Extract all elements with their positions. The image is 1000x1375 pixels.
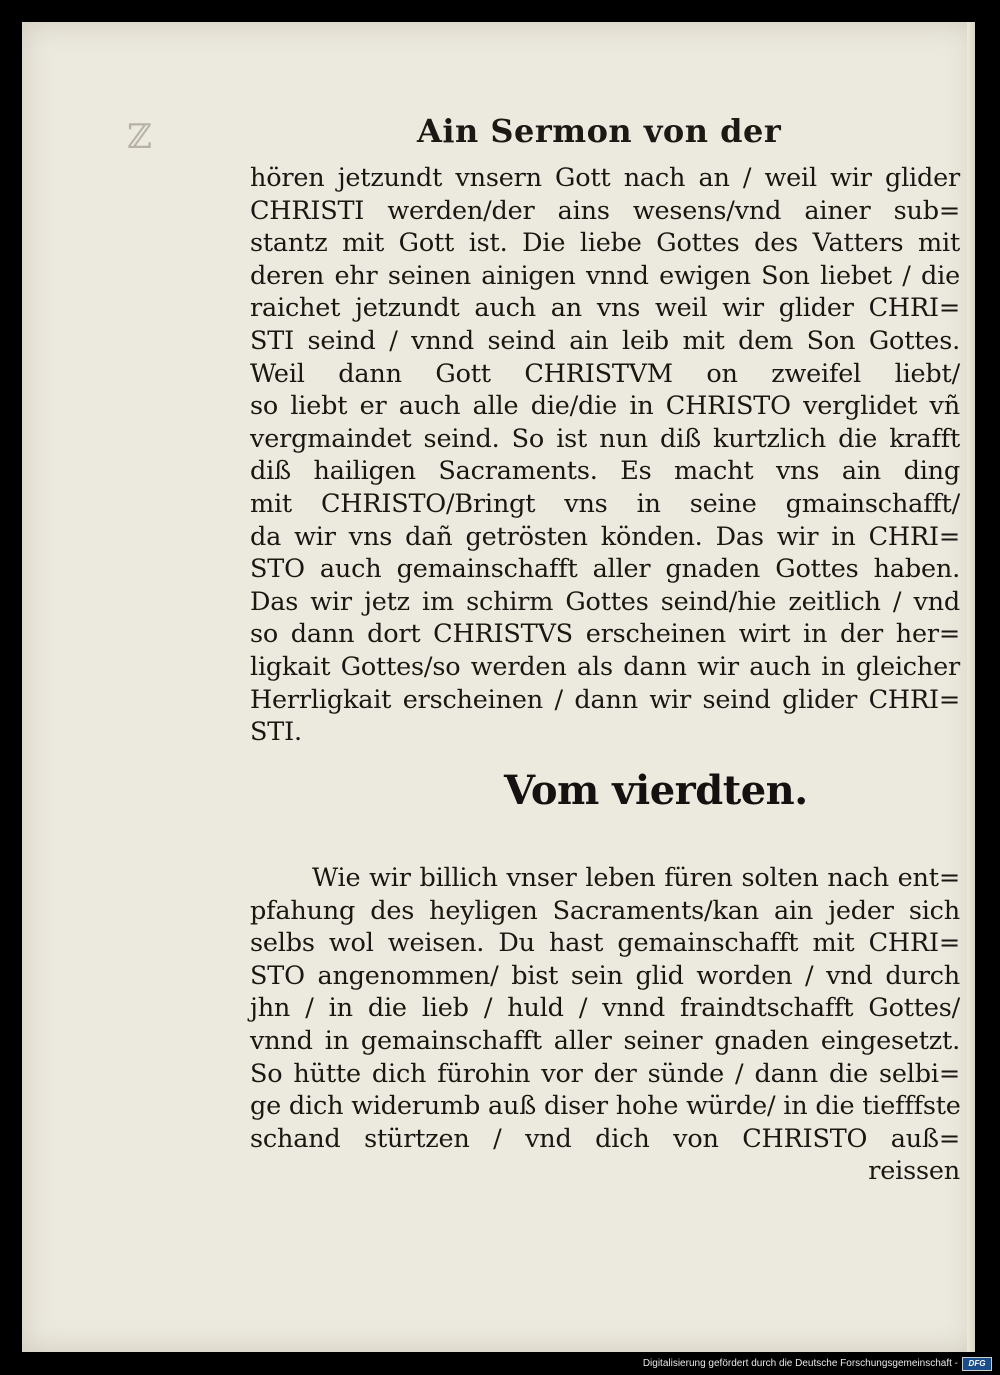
running-head: Ain Sermon von der <box>417 112 782 150</box>
text-line: STO angenommen/ bist sein glid worden / vnd durch <box>250 960 960 991</box>
text-line: mit CHRISTO/Bringt vns in seine gmainschafft/ <box>250 488 960 519</box>
text-line: stantz mit Gott ist. Die liebe Gottes des Vatters mit <box>250 228 960 259</box>
footer-bar <box>0 1352 1000 1375</box>
footer-credit: Digitalisierung gefördert durch die Deutsche Forschungsgemeinschaft - <box>642 1358 958 1369</box>
page-corner-mark: ℤ <box>127 117 150 157</box>
text-line: schand stürtzen / vnd dich von CHRISTO auß= <box>250 1123 960 1154</box>
text-line: ge dich widerumb auß diser hohe würde/ in die tiefffste <box>250 1091 961 1122</box>
text-line: Wie wir billich vnser leben füren solten nach ent= <box>312 863 960 893</box>
text-line: CHRISTI werden/der ains wesens/vnd ainer sub= <box>250 195 960 226</box>
dfg-logo[interactable]: DFG <box>962 1357 992 1371</box>
text-line: ligkait Gottes/so werden als dann wir auch in gleicher <box>250 651 960 682</box>
text-line: hören jetzundt vnsern Gott nach an / weil wir glider <box>250 163 960 193</box>
text-line: raichet jetzundt auch an vns weil wir glider CHRI= <box>250 293 960 324</box>
manuscript-page <box>22 22 975 1352</box>
text-line: Das wir jetz im schirm Gottes seind/hie zeitlich / vnd <box>250 586 960 617</box>
text-line: pfahung des heyligen Sacraments/kan ain jeder sich <box>250 895 960 926</box>
text-line: Weil dann Gott CHRISTVM on zweifel liebt/ <box>250 358 960 389</box>
text-line: deren ehr seinen ainigen vnnd ewigen Son liebet / die <box>250 260 960 291</box>
text-line: da wir vns dañ getrösten könden. Das wir in CHRI= <box>250 521 960 552</box>
text-line: STO auch gemainschafft aller gnaden Gottes haben. <box>250 554 960 585</box>
section-heading: Vom vierdten. <box>504 767 808 814</box>
text-line: selbs wol weisen. Du hast gemainschafft mit CHRI= <box>250 928 960 959</box>
text-line: diß hailigen Sacraments. Es macht vns ain ding <box>250 456 960 487</box>
text-line: So hütte dich fürohin vor der sünde / dann die selbi= <box>250 1058 960 1089</box>
section-text-block <box>250 862 960 1188</box>
text-line: vergmaindet seind. So ist nun diß kurtzlich die krafft <box>250 423 960 454</box>
text-line: STI seind / vnnd seind ain leib mit dem Son Gottes. <box>250 325 960 356</box>
catchword: reissen <box>868 1156 960 1187</box>
text-line: so liebt er auch alle die/die in CHRISTO verglidet vñ <box>250 391 960 422</box>
text-line: STI. <box>250 717 302 748</box>
body-text-block <box>250 162 960 749</box>
text-line: Herrligkait erscheinen / dann wir seind glider CHRI= <box>250 684 960 715</box>
text-line: vnnd in gemainschafft aller seiner gnaden eingesetzt. <box>250 1025 960 1056</box>
page-edge-shadow <box>967 22 975 1352</box>
text-line: so dann dort CHRISTVS erscheinen wirt in der her= <box>250 619 960 650</box>
text-line: jhn / in die lieb / huld / vnnd fraindtschafft Gottes/ <box>250 993 960 1024</box>
